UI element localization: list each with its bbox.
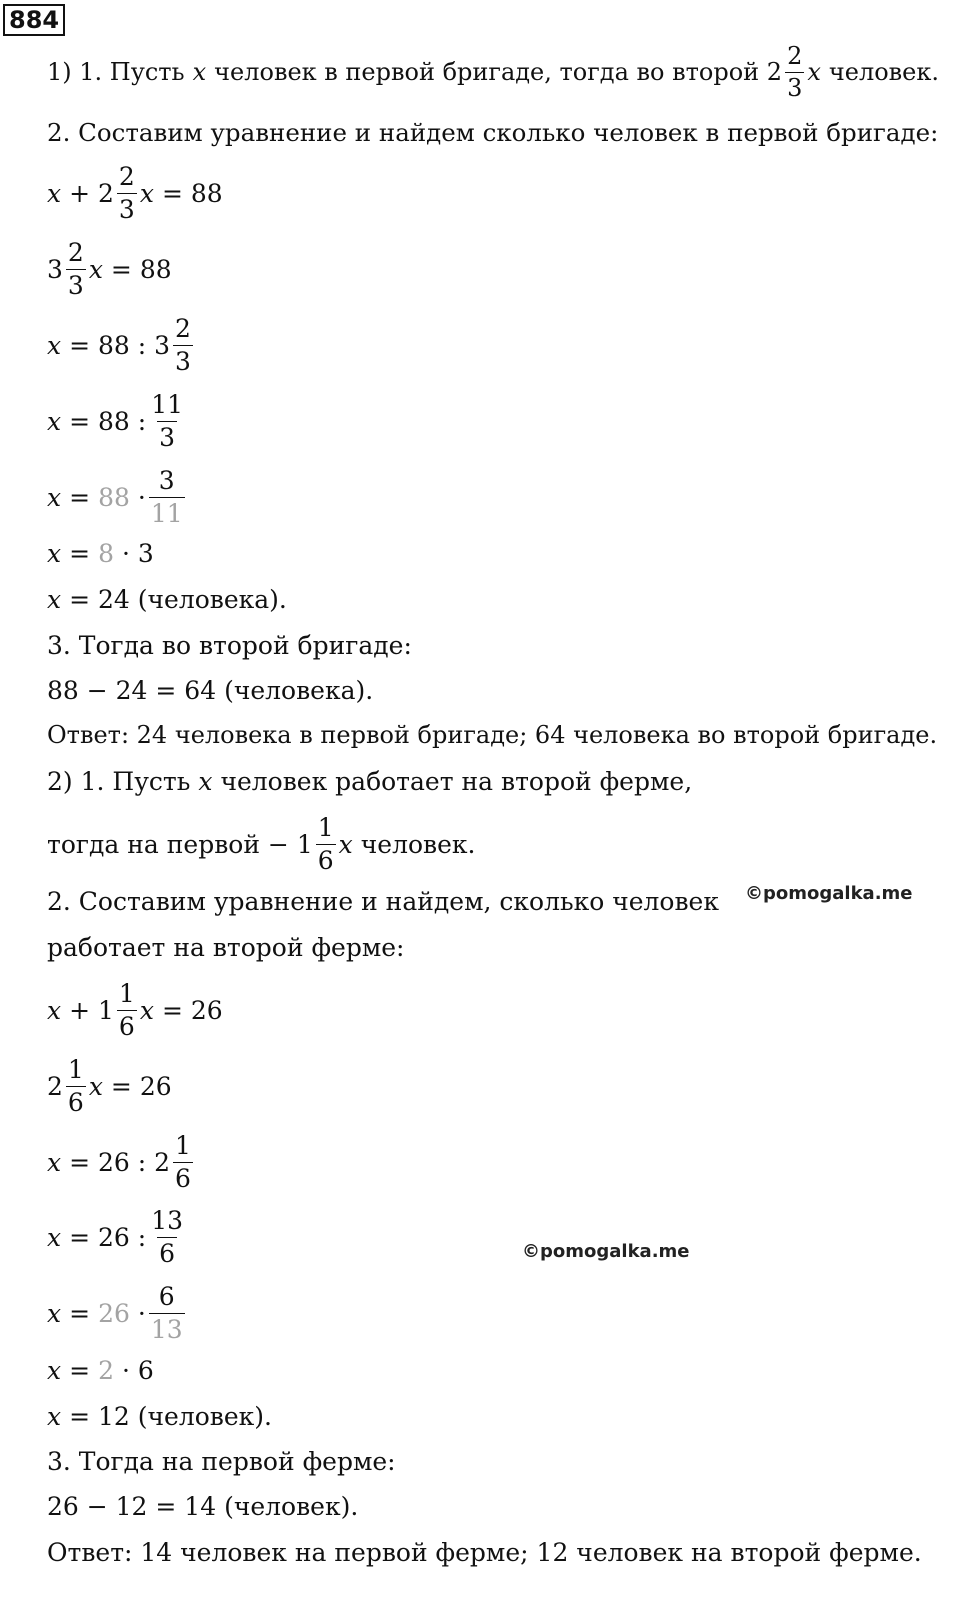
p1-equation-6: x = 8 · 3 (47, 538, 154, 568)
p2-step2: 2. Составим уравнение и найдем, сколько человек (47, 886, 719, 916)
p2-equation-4: x = 26 : $\frac{13}{6}$ (47, 1206, 183, 1268)
p2-step2-cont: работает на второй ферме: (47, 932, 405, 962)
p1-step2: 2. Составим уравнение и найдем сколько человек в первой бригаде: (47, 117, 939, 147)
watermark: ©pomogalka.me (745, 883, 913, 904)
fraction: $\frac{1}{6}$ (118, 979, 135, 1041)
fraction: $\frac{6}{13}$ (150, 1282, 183, 1344)
cancelled-number: 88 (98, 482, 130, 512)
p2-equation-7: x = 12 (человек). (47, 1401, 272, 1431)
fraction: $\frac{3}{11}$ (150, 466, 183, 528)
p2-step3-equation: 26 − 12 = 14 (человек). (47, 1491, 359, 1521)
p2-equation-5: x = 26 · $\frac{6}{13}$ (47, 1282, 183, 1344)
p2-equation-3: x = 26 : 2 $\frac{1}{6}$ (47, 1131, 191, 1193)
p1-equation-5: x = 88 · $\frac{3}{11}$ (47, 466, 183, 528)
p1-statement: 1) 1. Пусть x человек в первой бригаде, тогда во второй 2 $\frac{2}{3}$ x человек. (47, 42, 939, 102)
fraction: $\frac{2}{3}$ (787, 42, 803, 102)
fraction: $\frac{13}{6}$ (151, 1206, 183, 1268)
fraction: $\frac{2}{3}$ (175, 314, 191, 376)
p1-equation-4: x = 88 : $\frac{11}{3}$ (47, 390, 183, 452)
p1-answer: Ответ: 24 человека в первой бригаде; 64 человека во второй бригаде. (47, 721, 938, 749)
p2-step3: 3. Тогда на первой ферме: (47, 1446, 396, 1476)
p1-equation-1: x + 2 $\frac{2}{3}$ x = 88 (47, 162, 223, 224)
cancelled-number: 26 (98, 1298, 130, 1328)
fraction: $\frac{11}{3}$ (151, 390, 183, 452)
fraction: $\frac{1}{6}$ (67, 1055, 84, 1117)
p1-equation-7: x = 24 (человека). (47, 584, 287, 614)
p2-statement-cont: тогда на первой − 1 $\frac{1}{6}$ x человек. (47, 813, 476, 875)
p1-step3: 3. Тогда во второй бригаде: (47, 630, 412, 660)
p2-equation-2: 2 $\frac{1}{6}$ x = 26 (47, 1055, 172, 1117)
cancelled-number: 2 (98, 1355, 114, 1385)
fraction: $\frac{1}{6}$ (317, 813, 334, 875)
fraction: $\frac{2}{3}$ (67, 238, 84, 300)
p2-equation-6: x = 2 · 6 (47, 1355, 154, 1385)
var-x: x (192, 58, 207, 86)
cancelled-number: 8 (98, 538, 114, 568)
p2-answer: Ответ: 14 человек на первой ферме; 12 человек на второй ферме. (47, 1537, 922, 1567)
p2-statement: 2) 1. Пусть x человек работает на второй ферме, (47, 766, 693, 796)
fraction: $\frac{1}{6}$ (175, 1131, 191, 1193)
p1-equation-3: x = 88 : 3 $\frac{2}{3}$ (47, 314, 191, 376)
watermark: ©pomogalka.me (522, 1241, 690, 1262)
task-number: 884 (3, 4, 65, 36)
p1-step3-equation: 88 − 24 = 64 (человека). (47, 675, 374, 705)
fraction: $\frac{2}{3}$ (118, 162, 135, 224)
p1-equation-2: 3 $\frac{2}{3}$ x = 88 (47, 238, 172, 300)
p2-equation-1: x + 1 $\frac{1}{6}$ x = 26 (47, 979, 223, 1041)
